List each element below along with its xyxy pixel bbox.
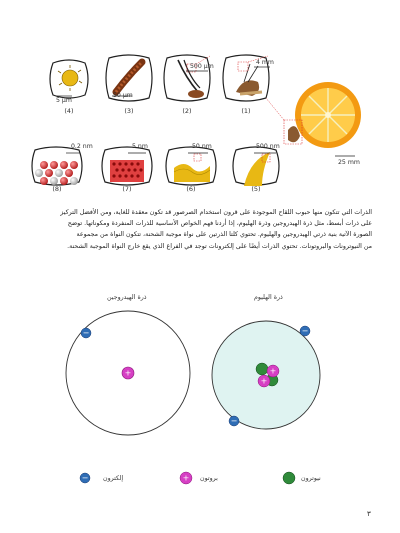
helium-atom [212, 321, 320, 429]
atom-lattice [35, 161, 78, 185]
legend-proton-label: بروتون [200, 475, 218, 482]
legend-neutron-label: نيوترون [301, 475, 321, 482]
svg-text:−: − [82, 328, 90, 338]
page-number: ٣ [367, 510, 371, 518]
body-paragraph [30, 207, 372, 252]
particle-grid [110, 160, 144, 182]
panel-index-7: (7) [122, 185, 132, 193]
svg-text:−: − [230, 416, 238, 426]
helium-cloud [212, 321, 320, 429]
hydrogen-atom [66, 311, 190, 435]
svg-text:−: − [301, 326, 309, 336]
scale-label-1: 4 mm [256, 59, 274, 66]
hydrogen-title: ذرة الهيدروجين [107, 294, 147, 301]
panel-index-2: (2) [182, 107, 192, 115]
svg-text:+: + [182, 473, 190, 483]
paragraph-line-4: من النيوترونات والبروتونات. تحتوي الذرات أيضًا على إلكترونات توجد في الفراغ الذي يقع خارج النواة الموجبة الشحنة. [67, 242, 372, 250]
scale-label-orange: 25 mm [338, 159, 360, 166]
svg-text:+: + [124, 368, 132, 378]
scale-label-8: 0.2 nm [71, 143, 93, 150]
helium-title: ذرة الهليوم [254, 294, 283, 301]
panel-index-4: (4) [64, 107, 74, 115]
svg-text:−: − [81, 473, 89, 483]
scale-label-4: 5 μm [56, 97, 72, 104]
panel-index-8: (8) [52, 185, 62, 193]
scale-label-7: 5 nm [132, 143, 148, 150]
neutron-legend-icon [283, 472, 295, 484]
paragraph-line-2: على ذرات أبسط، مثل ذرة الهيدروجين وذرة الهليوم، إذا أردنا فهم الخواص الأساسية للذرات المنفردة ومكوناتها. توضح [67, 220, 372, 228]
panel-index-3: (3) [124, 107, 134, 115]
panel-index-1: (1) [241, 107, 251, 115]
svg-text:+: + [260, 376, 268, 386]
orange-slice [284, 82, 361, 148]
scale-label-3: 50 μm [113, 92, 133, 99]
paragraph-line-1: الذرات التي تتكون منها حبوب اللقاح الموجودة على قرون استخدام الصرصور قد تكون معقدة للغاية، ومن الأفضل التركيز [60, 209, 372, 216]
panel-index-5: (5) [251, 185, 261, 193]
panel-index-6: (6) [186, 185, 196, 193]
legend-electron-label: إلكترون [103, 475, 124, 482]
scale-label-2: 500 μm [190, 63, 214, 70]
scale-label-6: 50 nm [192, 143, 212, 150]
atom-diagrams [0, 300, 400, 500]
scale-label-5: 500 nm [256, 143, 280, 150]
helium-neutron-1 [256, 363, 268, 375]
paragraph-line-3: الصورة الآتية بنية ذرتي الهيدروجين والهليوم. تحتوي كلتا الذرتين على نواة موجبة الشحنة، تتكون النواة من مجموعة [76, 231, 372, 239]
svg-text:+: + [269, 366, 277, 376]
